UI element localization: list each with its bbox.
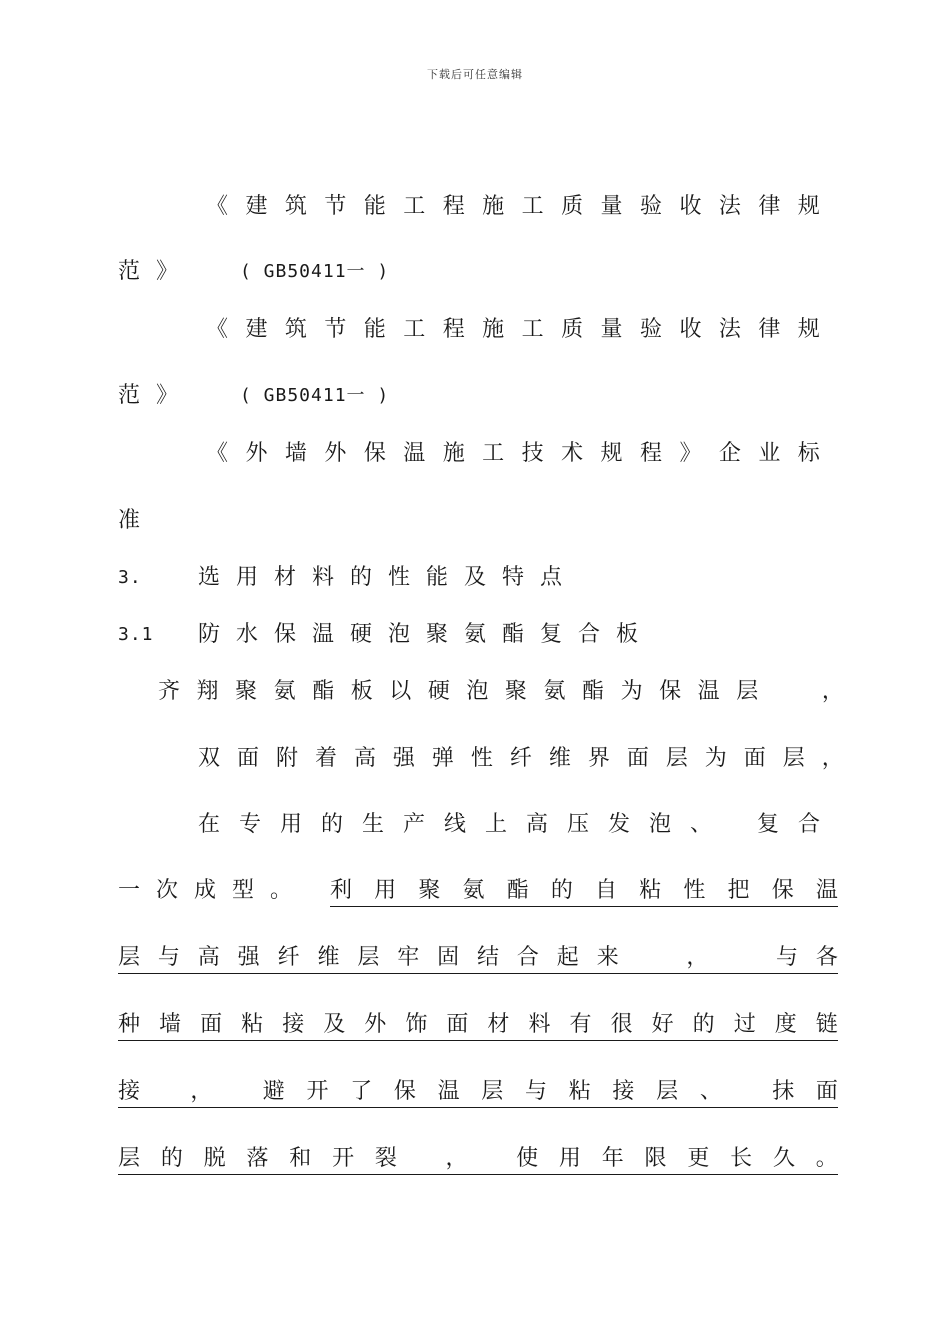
glyph bbox=[661, 943, 668, 973]
glyph: 层 bbox=[481, 1079, 504, 1104]
glyph: 筑 bbox=[284, 194, 307, 219]
glyph: 标 bbox=[797, 441, 820, 466]
glyph: 抹 bbox=[772, 1079, 795, 1104]
glyph: 维 bbox=[548, 746, 571, 771]
glyph: 层 bbox=[118, 1146, 141, 1171]
glyph: 建 bbox=[245, 194, 268, 219]
glyph: 层 bbox=[782, 746, 805, 771]
glyph: 年 bbox=[601, 1146, 624, 1171]
glyph bbox=[418, 1144, 425, 1174]
glyph: 限 bbox=[644, 1146, 667, 1171]
glyph: 双 bbox=[198, 746, 221, 771]
glyph: ， bbox=[190, 1079, 213, 1104]
glyph: 收 bbox=[679, 194, 702, 219]
underlined-text-line bbox=[118, 943, 838, 974]
glyph: 性 bbox=[683, 878, 706, 903]
glyph: 界 bbox=[587, 746, 610, 771]
glyph: 氨 bbox=[273, 679, 296, 704]
glyph: 、 bbox=[690, 812, 713, 837]
glyph: 律 bbox=[758, 194, 781, 219]
glyph: 程 bbox=[442, 317, 465, 342]
glyph: 质 bbox=[561, 317, 584, 342]
glyph: 酯 bbox=[312, 679, 335, 704]
glyph: 纤 bbox=[277, 945, 300, 970]
glyph: 脱 bbox=[203, 1146, 226, 1171]
glyph: 自 bbox=[595, 878, 618, 903]
glyph: 工 bbox=[482, 441, 505, 466]
glyph: 泡 bbox=[466, 679, 489, 704]
glyph: 工 bbox=[403, 317, 426, 342]
glyph: 合 bbox=[797, 812, 820, 837]
glyph: 各 bbox=[815, 945, 838, 970]
glyph: 以 bbox=[389, 679, 412, 704]
glyph: 发 bbox=[608, 812, 631, 837]
glyph: 程 bbox=[639, 441, 662, 466]
glyph: 裂 bbox=[374, 1146, 397, 1171]
glyph: 酯 bbox=[506, 878, 529, 903]
underlined-text-line bbox=[118, 1010, 838, 1041]
glyph bbox=[234, 1077, 241, 1107]
glyph: 保 bbox=[771, 878, 794, 903]
glyph: 业 bbox=[758, 441, 781, 466]
glyph: 链 bbox=[815, 1012, 838, 1037]
glyph: 面 bbox=[236, 746, 259, 771]
standard-code: ( GB50411一 ) bbox=[240, 385, 390, 406]
glyph: 律 bbox=[758, 317, 781, 342]
glyph: 层 bbox=[656, 1079, 679, 1104]
glyph: 面 bbox=[815, 1079, 838, 1104]
glyph: 饰 bbox=[405, 1012, 428, 1037]
glyph: 保 bbox=[393, 1079, 416, 1104]
glyph bbox=[726, 943, 733, 973]
glyph: 规 bbox=[797, 194, 820, 219]
glyph: 复 bbox=[756, 812, 779, 837]
glyph: 聚 bbox=[235, 679, 258, 704]
glyph: 起 bbox=[556, 945, 579, 970]
glyph: ， bbox=[445, 1146, 468, 1171]
glyph: 接 bbox=[282, 1012, 305, 1037]
glyph: 粘 bbox=[639, 878, 662, 903]
section-title: 防水保温硬泡聚氨酯复合板 bbox=[198, 622, 655, 647]
glyph: 长 bbox=[730, 1146, 753, 1171]
glyph: 节 bbox=[324, 317, 347, 342]
glyph: 与 bbox=[157, 945, 180, 970]
glyph: 聚 bbox=[504, 679, 527, 704]
glyph: 硬 bbox=[427, 679, 450, 704]
glyph: 施 bbox=[482, 317, 505, 342]
glyph: 接 bbox=[118, 1079, 141, 1104]
glyph: 落 bbox=[246, 1146, 269, 1171]
glyph bbox=[798, 677, 805, 707]
glyph: 强 bbox=[392, 746, 415, 771]
glyph: 接 bbox=[612, 1079, 635, 1104]
glyph: 温 bbox=[815, 878, 838, 903]
glyph: 《 bbox=[206, 194, 229, 219]
glyph: 。 bbox=[815, 1146, 838, 1171]
glyph: 有 bbox=[569, 1012, 592, 1037]
glyph: 验 bbox=[639, 317, 662, 342]
glyph: 粘 bbox=[568, 1079, 591, 1104]
glyph bbox=[162, 1077, 169, 1107]
glyph: 压 bbox=[567, 812, 590, 837]
glyph: 温 bbox=[437, 1079, 460, 1104]
glyph: 久 bbox=[772, 1146, 795, 1171]
glyph: 面 bbox=[743, 746, 766, 771]
glyph: 把 bbox=[727, 878, 750, 903]
glyph: 的 bbox=[321, 812, 344, 837]
glyph: 的 bbox=[160, 1146, 183, 1171]
glyph: 面 bbox=[200, 1012, 223, 1037]
text-line bbox=[206, 192, 820, 222]
glyph: 利 bbox=[330, 878, 353, 903]
glyph: 泡 bbox=[649, 812, 672, 837]
glyph: 《 bbox=[206, 317, 229, 342]
text-line bbox=[206, 439, 820, 469]
glyph: 齐 bbox=[158, 679, 181, 704]
glyph: 节 bbox=[324, 194, 347, 219]
glyph: 验 bbox=[639, 194, 662, 219]
glyph: ， bbox=[821, 679, 844, 704]
glyph: 固 bbox=[437, 945, 460, 970]
glyph: 着 bbox=[314, 746, 337, 771]
glyph: 外 bbox=[364, 1012, 387, 1037]
glyph: 外 bbox=[245, 441, 268, 466]
glyph: 附 bbox=[275, 746, 298, 771]
glyph: 性 bbox=[470, 746, 493, 771]
glyph: 面 bbox=[446, 1012, 469, 1037]
glyph: 程 bbox=[442, 194, 465, 219]
glyph: 《 bbox=[206, 441, 229, 466]
page-header-note: 下载后可任意编辑 bbox=[427, 68, 523, 81]
glyph: 温 bbox=[403, 441, 426, 466]
glyph: 很 bbox=[610, 1012, 633, 1037]
glyph: 工 bbox=[521, 194, 544, 219]
glyph bbox=[637, 943, 644, 973]
glyph: 规 bbox=[797, 317, 820, 342]
glyph: 外 bbox=[324, 441, 347, 466]
glyph: 好 bbox=[651, 1012, 674, 1037]
text-line: 一次成型。 bbox=[118, 878, 309, 903]
glyph: 和 bbox=[289, 1146, 312, 1171]
glyph: 术 bbox=[561, 441, 584, 466]
glyph: 弹 bbox=[431, 746, 454, 771]
glyph: ， bbox=[686, 945, 709, 970]
glyph: 施 bbox=[442, 441, 465, 466]
glyph: 墙 bbox=[159, 1012, 182, 1037]
underlined-text-line bbox=[330, 876, 838, 907]
glyph: 更 bbox=[687, 1146, 710, 1171]
glyph: 用 bbox=[280, 812, 303, 837]
glyph: 用 bbox=[374, 878, 397, 903]
glyph: 能 bbox=[363, 317, 386, 342]
text-line bbox=[206, 315, 820, 345]
glyph: 使 bbox=[516, 1146, 539, 1171]
glyph: 量 bbox=[600, 317, 623, 342]
glyph: 的 bbox=[692, 1012, 715, 1037]
glyph: 产 bbox=[403, 812, 426, 837]
glyph: 建 bbox=[245, 317, 268, 342]
glyph bbox=[775, 677, 782, 707]
glyph: 来 bbox=[596, 945, 619, 970]
glyph: 专 bbox=[239, 812, 262, 837]
glyph: 高 bbox=[526, 812, 549, 837]
glyph bbox=[751, 943, 758, 973]
glyph: 开 bbox=[306, 1079, 329, 1104]
glyph: 种 bbox=[118, 1012, 141, 1037]
text-line: 范》 bbox=[118, 259, 195, 284]
glyph bbox=[744, 1077, 751, 1107]
glyph: 收 bbox=[679, 317, 702, 342]
glyph: 线 bbox=[444, 812, 467, 837]
glyph: 施 bbox=[482, 194, 505, 219]
glyph: 法 bbox=[718, 317, 741, 342]
glyph: 上 bbox=[485, 812, 508, 837]
glyph: 氨 bbox=[462, 878, 485, 903]
glyph: 牢 bbox=[397, 945, 420, 970]
glyph: 、 bbox=[699, 1079, 722, 1104]
glyph: 高 bbox=[353, 746, 376, 771]
glyph: 与 bbox=[775, 945, 798, 970]
glyph: 保 bbox=[659, 679, 682, 704]
glyph: ， bbox=[821, 746, 844, 771]
text-line bbox=[198, 744, 844, 774]
glyph: 企 bbox=[718, 441, 741, 466]
glyph: 及 bbox=[323, 1012, 346, 1037]
glyph: 工 bbox=[521, 317, 544, 342]
text-line: 准 bbox=[118, 508, 141, 533]
glyph: 层 bbox=[665, 746, 688, 771]
glyph: 粘 bbox=[241, 1012, 264, 1037]
glyph: 合 bbox=[516, 945, 539, 970]
glyph: 法 bbox=[718, 194, 741, 219]
section-number: 3. bbox=[118, 567, 142, 588]
glyph: 避 bbox=[262, 1079, 285, 1104]
glyph: 用 bbox=[558, 1146, 581, 1171]
standard-code: ( GB50411一 ) bbox=[240, 261, 390, 282]
glyph: 材 bbox=[487, 1012, 510, 1037]
glyph: 质 bbox=[561, 194, 584, 219]
text-line: 范》 bbox=[118, 383, 195, 408]
glyph: 为 bbox=[620, 679, 643, 704]
text-line bbox=[198, 810, 820, 840]
section-title: 选用材料的性能及特点 bbox=[198, 565, 579, 590]
glyph: 为 bbox=[704, 746, 727, 771]
glyph: 保 bbox=[363, 441, 386, 466]
glyph: 强 bbox=[237, 945, 260, 970]
glyph: 》 bbox=[679, 441, 702, 466]
glyph bbox=[731, 810, 738, 840]
glyph: 技 bbox=[521, 441, 544, 466]
glyph: 开 bbox=[332, 1146, 355, 1171]
underlined-text-line bbox=[118, 1077, 838, 1108]
glyph: 的 bbox=[550, 878, 573, 903]
glyph: 工 bbox=[403, 194, 426, 219]
glyph: 度 bbox=[774, 1012, 797, 1037]
underlined-text-line bbox=[118, 1144, 838, 1175]
glyph: 规 bbox=[600, 441, 623, 466]
glyph bbox=[488, 1144, 495, 1174]
glyph: 了 bbox=[350, 1079, 373, 1104]
glyph: 层 bbox=[357, 945, 380, 970]
glyph: 酯 bbox=[582, 679, 605, 704]
glyph: 翔 bbox=[196, 679, 219, 704]
glyph: 聚 bbox=[418, 878, 441, 903]
glyph: 生 bbox=[362, 812, 385, 837]
glyph: 在 bbox=[198, 812, 221, 837]
glyph: 纤 bbox=[509, 746, 532, 771]
glyph: 墙 bbox=[284, 441, 307, 466]
glyph: 过 bbox=[733, 1012, 756, 1037]
glyph: 温 bbox=[697, 679, 720, 704]
glyph: 结 bbox=[477, 945, 500, 970]
glyph: 能 bbox=[363, 194, 386, 219]
glyph: 量 bbox=[600, 194, 623, 219]
glyph: 筑 bbox=[284, 317, 307, 342]
section-number: 3.1 bbox=[118, 624, 154, 645]
glyph: 层 bbox=[736, 679, 759, 704]
glyph: 高 bbox=[197, 945, 220, 970]
glyph: 氨 bbox=[543, 679, 566, 704]
glyph: 板 bbox=[350, 679, 373, 704]
glyph: 料 bbox=[528, 1012, 551, 1037]
text-line bbox=[158, 677, 844, 707]
glyph: 面 bbox=[626, 746, 649, 771]
glyph: 层 bbox=[118, 945, 141, 970]
glyph: 与 bbox=[525, 1079, 548, 1104]
glyph: 维 bbox=[317, 945, 340, 970]
